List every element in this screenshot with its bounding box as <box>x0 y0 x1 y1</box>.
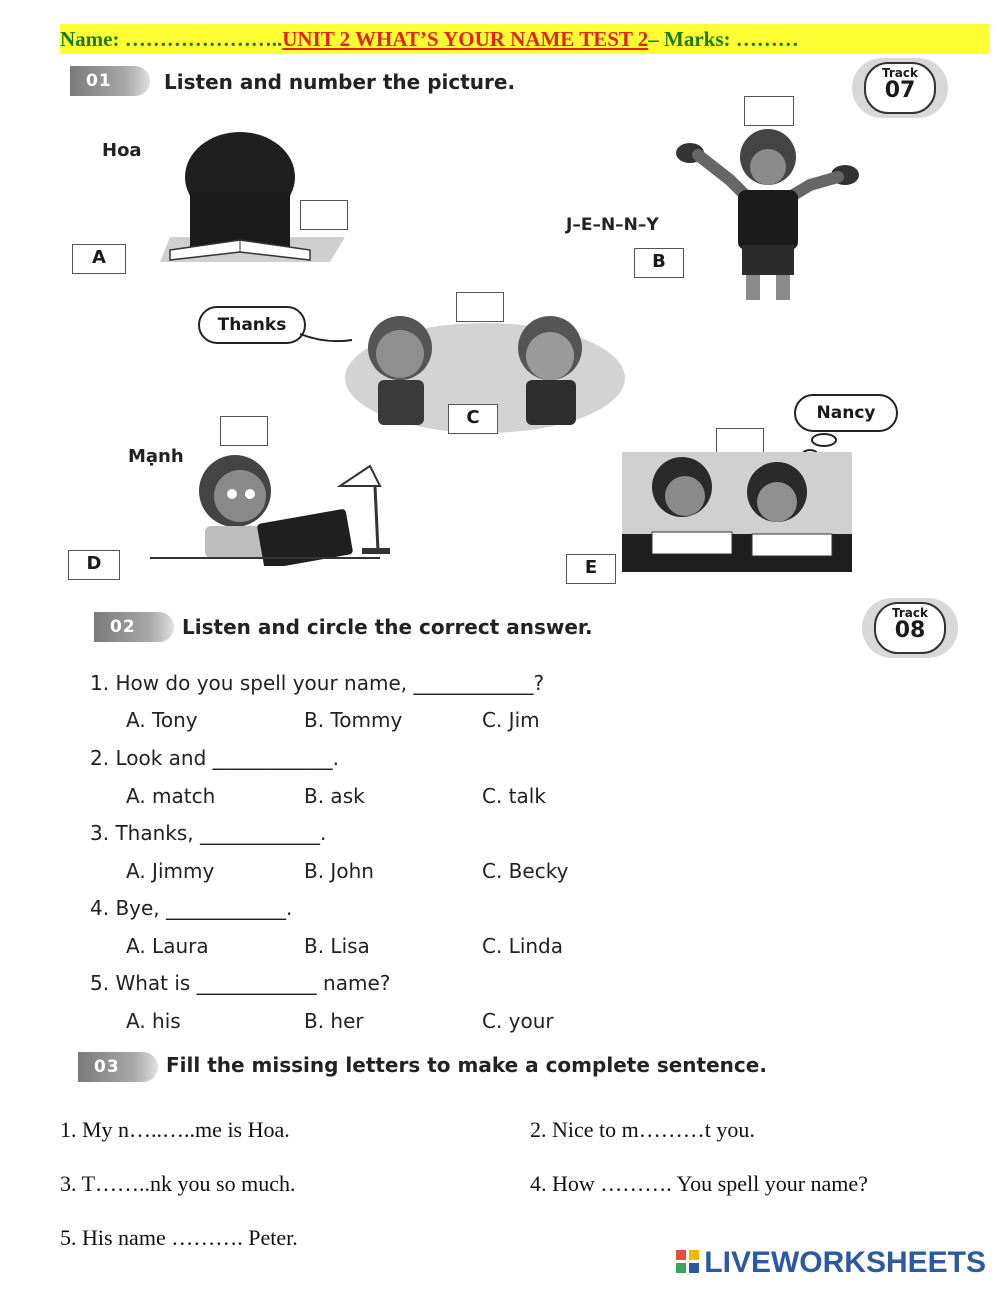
track-number: 07 <box>884 78 916 103</box>
option-3a[interactable]: A. Jimmy <box>126 859 215 883</box>
option-5c[interactable]: C. your <box>482 1009 554 1033</box>
option-2a[interactable]: A. match <box>126 784 216 808</box>
sentence-2[interactable]: 2. Nice to m………t you. <box>530 1117 755 1142</box>
girls-writing-illustration <box>622 452 852 572</box>
nancy-thought-bubble: Nancy <box>794 394 898 432</box>
option-1b[interactable]: B. Tommy <box>304 708 403 732</box>
section-2-title: Listen and circle the correct answer. <box>182 615 593 639</box>
answer-box-b[interactable] <box>744 96 794 126</box>
track-number: 08 <box>894 618 926 643</box>
section-3-badge: 03 <box>78 1052 158 1082</box>
option-4b[interactable]: B. Lisa <box>304 934 370 958</box>
question-3: 3. Thanks, ____________. <box>90 821 327 845</box>
option-1a[interactable]: A. Tony <box>126 708 198 732</box>
section-3-title: Fill the missing letters to make a complete sentence. <box>166 1053 767 1077</box>
worksheet-header <box>60 24 990 54</box>
option-1c[interactable]: C. Jim <box>482 708 540 732</box>
question-5: 5. What is ____________ name? <box>90 971 391 995</box>
picture-b-name: J–E–N–N–Y <box>566 215 659 235</box>
picture-a-letter: A <box>72 244 126 274</box>
picture-d-name: Mạnh <box>128 446 184 467</box>
question-1: 1. How do you spell your name, ____________? <box>90 671 545 695</box>
picture-a-name: Hoa <box>102 140 142 161</box>
track-07-badge <box>852 58 948 118</box>
sentence-4[interactable]: 4. How ………. You spell your name? <box>530 1171 868 1196</box>
sentence-5[interactable]: 5. His name ………. Peter. <box>60 1225 298 1250</box>
answer-box-d[interactable] <box>220 416 268 446</box>
option-5a[interactable]: A. his <box>126 1009 181 1033</box>
section-2-badge: 02 <box>94 612 174 642</box>
picture-d-letter: D <box>68 550 120 580</box>
question-2: 2. Look and ____________. <box>90 746 339 770</box>
answer-box-a[interactable] <box>300 200 348 230</box>
track-label: Track <box>892 606 928 620</box>
name-field-label: Name: ………………….. <box>60 27 283 51</box>
question-4: 4. Bye, ____________. <box>90 896 293 920</box>
section-1-title: Listen and number the picture. <box>164 70 516 94</box>
option-5b[interactable]: B. her <box>304 1009 364 1033</box>
logo-text: LIVEWORKSHEETS <box>704 1246 986 1279</box>
option-2c[interactable]: C. talk <box>482 784 546 808</box>
liveworksheets-logo <box>676 1246 986 1280</box>
option-3c[interactable]: C. Becky <box>482 859 569 883</box>
track-label: Track <box>882 66 918 80</box>
thanks-speech-bubble: Thanks <box>198 306 306 344</box>
sentence-1[interactable]: 1. My n…..…..me is Hoa. <box>60 1117 290 1142</box>
option-4a[interactable]: A. Laura <box>126 934 209 958</box>
track-inner <box>874 602 946 654</box>
section-1-badge: 01 <box>70 66 150 96</box>
option-3b[interactable]: B. John <box>304 859 374 883</box>
girl-exercising-illustration <box>660 125 870 305</box>
logo-grid-icon <box>676 1250 700 1274</box>
picture-b-letter: B <box>634 248 684 278</box>
option-4c[interactable]: C. Linda <box>482 934 564 958</box>
marks-field-label: – Marks: ……… <box>648 27 799 51</box>
sentence-3[interactable]: 3. T……..nk you so much. <box>60 1171 296 1196</box>
option-2b[interactable]: B. ask <box>304 784 365 808</box>
track-08-badge <box>862 598 958 658</box>
picture-e-letter: E <box>566 554 616 584</box>
boy-reading-illustration <box>140 446 390 566</box>
track-inner <box>864 62 936 114</box>
worksheet-title: UNIT 2 WHAT’S YOUR NAME TEST 2 <box>282 27 649 51</box>
picture-c-letter: C <box>448 404 498 434</box>
